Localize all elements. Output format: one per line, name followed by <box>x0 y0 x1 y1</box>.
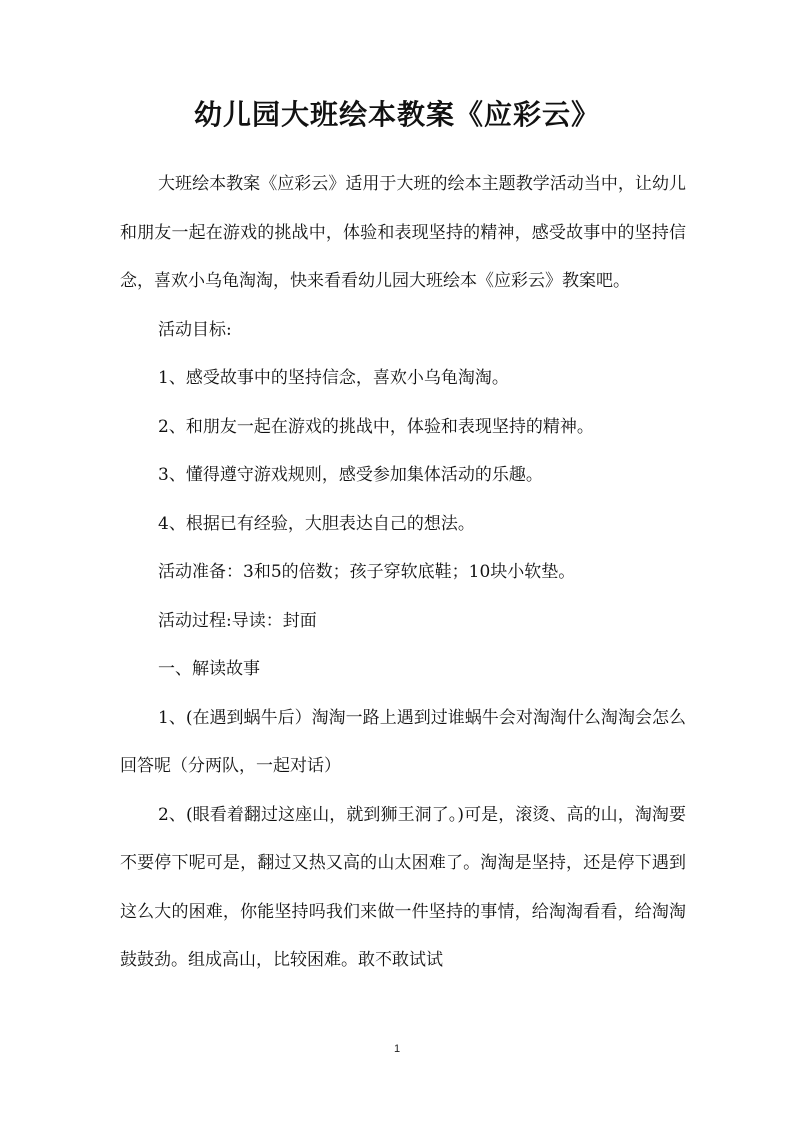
page-number: 1 <box>393 1043 401 1055</box>
activity-preparation: 活动准备：3和5的倍数；孩子穿软底鞋；10块小软垫。 <box>158 562 576 582</box>
process-item-2: 2、(眼看着翻过这座山，就到狮王洞了。)可是，滚烫、高的山，淘淘要不要停下呢可是，翻过又热又高的山太困难了。淘淘是坚持，还是停下遇到这么大的困难，你能坚持吗我们来做一件坚持的事情，给淘淘看看，给淘淘鼓鼓劲。组成高山，比较困难。敢不敢试试 <box>120 804 686 970</box>
page-title: 幼儿园大班绘本教案《应彩云》 <box>193 98 600 131</box>
goal-item-4: 4、根据已有经验，大胆表达自己的想法。 <box>158 513 475 534</box>
goal-item-1: 1、感受故事中的坚持信念，喜欢小乌龟淘淘。 <box>158 368 509 388</box>
section-heading-story: 一、解读故事 <box>158 659 260 679</box>
process-item-1: 1、(在遇到蜗牛后）淘淘一路上遇到过谁蜗牛会对淘淘什么淘淘会怎么回答呢（分两队，一起对话） <box>120 707 686 776</box>
activity-process-heading: 活动过程:导读：封面 <box>158 610 317 631</box>
activity-goals-heading: 活动目标: <box>158 319 232 340</box>
document-body <box>120 160 686 985</box>
goal-item-2: 2、和朋友一起在游戏的挑战中，体验和表现坚持的精神。 <box>158 416 594 437</box>
goal-item-3: 3、懂得遵守游戏规则，感受参加集体活动的乐趣。 <box>158 465 543 485</box>
intro-paragraph: 大班绘本教案《应彩云》适用于大班的绘本主题教学活动当中，让幼儿和朋友一起在游戏的挑战中，体验和表现坚持的精神，感受故事中的坚持信念，喜欢小乌龟淘淘，快来看看幼儿园大班绘本《应彩云》教案吧。 <box>120 174 686 291</box>
